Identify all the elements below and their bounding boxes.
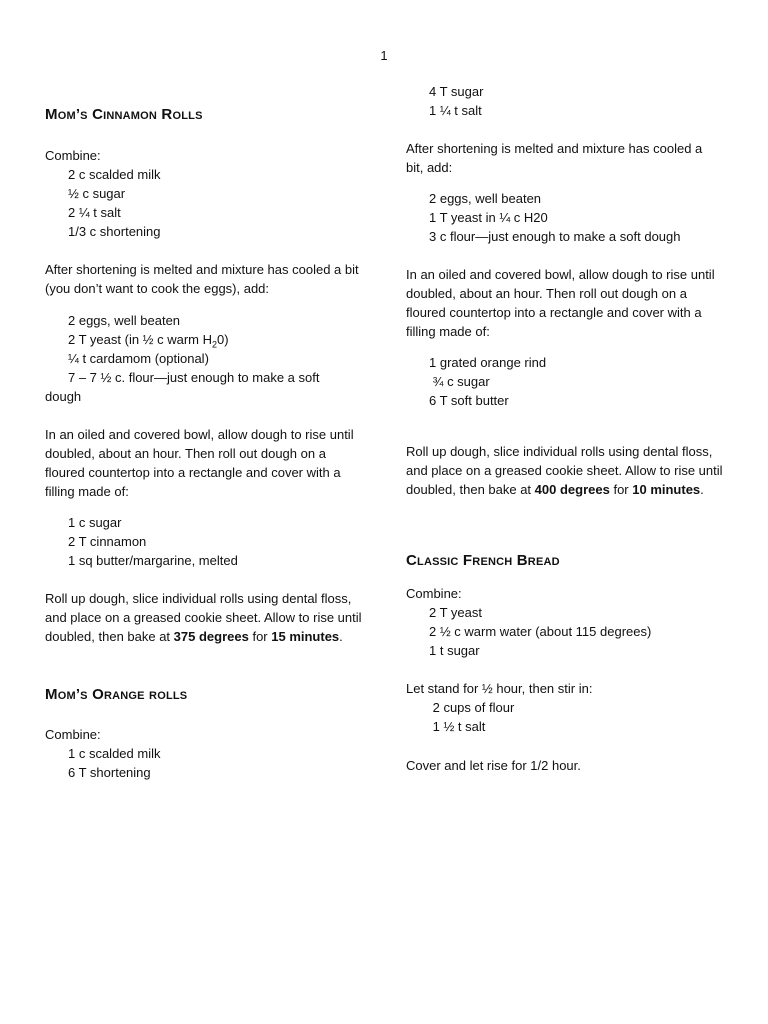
h2o-subscript: 2 <box>212 339 218 350</box>
instruction-paragraph <box>406 442 724 499</box>
bake-time: 15 minutes <box>271 629 340 644</box>
instruction-line: Cover and let rise for 1/2 hour. <box>406 758 581 773</box>
ingredient-line: 1 grated orange rind <box>429 355 547 370</box>
ingredient-line: 6 T shortening <box>68 765 151 780</box>
ingredient-line: 1 ½ t salt <box>429 719 486 734</box>
instruction-paragraph: After shortening is melted and mixture has cooled a bit, add: <box>406 141 703 175</box>
yeast-text: 2 T yeast (in ½ c warm H <box>68 332 213 347</box>
ingredient-line: 1 T yeast in ¼ c H20 <box>429 210 548 225</box>
ingredient-line: 4 T sugar <box>429 84 484 99</box>
ingredient-line: ¾ c sugar <box>429 374 490 389</box>
page-number: 1 <box>380 48 388 63</box>
ingredient-line: 2 T yeast <box>429 605 482 620</box>
french-bread-title: Classic French Bread <box>406 552 560 569</box>
instruction-paragraph: In an oiled and covered bowl, allow dough to rise until doubled, about an hour. Then roll out dough on a floured countertop into a rectangle and cover with a filling made of: <box>45 427 354 499</box>
instruction-paragraph: In an oiled and covered bowl, allow dough to rise until doubled, about an hour. Then roll out dough on a floured countertop into a rectangle and cover with a filling made of: <box>406 267 715 339</box>
cinnamon-rolls-title: Mom’s Cinnamon Rolls <box>45 106 203 123</box>
ingredient-line: 2 eggs, well beaten <box>68 313 181 328</box>
ingredient-line: ½ c sugar <box>68 186 126 201</box>
ingredient-line <box>45 330 229 349</box>
for-word: for <box>248 629 272 644</box>
ingredient-line: 1 c scalded milk <box>68 746 161 761</box>
ingredient-line: 3 c flour—just enough to make a soft dough <box>429 229 681 244</box>
instruction-paragraph: After shortening is melted and mixture has cooled a bit (you don’t want to cook the eggs), add: <box>45 262 359 296</box>
ingredient-line: 6 T soft butter <box>429 393 509 408</box>
rollup-text: Roll up dough, slice individual rolls using dental floss, and place on a greased cookie sheet. Allow to rise until doubled, then bake at <box>406 444 723 497</box>
ingredient-line: 1 sq butter/margarine, melted <box>68 553 238 568</box>
bake-temperature: 400 degrees <box>534 482 610 497</box>
ingredient-line: 2 c scalded milk <box>68 167 161 182</box>
instruction-paragraph <box>45 589 363 646</box>
bake-time: 10 minutes <box>632 482 701 497</box>
period: . <box>700 482 704 497</box>
ingredient-line: 7 – 7 ½ c. flour—just enough to make a soft <box>68 370 320 385</box>
bake-temperature: 375 degrees <box>173 629 249 644</box>
yeast-text-tail: 0) <box>217 332 229 347</box>
combine-label: Combine: <box>45 727 101 742</box>
orange-rolls-title: Mom’s Orange rolls <box>45 686 188 703</box>
ingredient-line: 1/3 c shortening <box>68 224 161 239</box>
ingredient-line: 1 c sugar <box>68 515 122 530</box>
combine-label: Combine: <box>406 586 462 601</box>
combine-label: Combine: <box>45 148 101 163</box>
ingredient-line-wrap: dough <box>45 389 82 404</box>
rollup-text: Roll up dough, slice individual rolls using dental floss, and place on a greased cookie sheet. Allow to rise until doubled, then bake at <box>45 591 362 644</box>
ingredient-line: 1 ¼ t salt <box>429 103 482 118</box>
ingredient-line: 2 ½ c warm water (about 115 degrees) <box>429 624 652 639</box>
period: . <box>339 629 343 644</box>
instruction-line: Let stand for ½ hour, then stir in: <box>406 681 593 696</box>
ingredient-line: 2 cups of flour <box>429 700 515 715</box>
ingredient-line: 2 T cinnamon <box>68 534 147 549</box>
for-word: for <box>609 482 633 497</box>
ingredient-line: 2 eggs, well beaten <box>429 191 542 206</box>
ingredient-line: 1 t sugar <box>429 643 480 658</box>
ingredient-line: ¼ t cardamom (optional) <box>68 351 209 366</box>
ingredient-line: 2 ¼ t salt <box>68 205 121 220</box>
